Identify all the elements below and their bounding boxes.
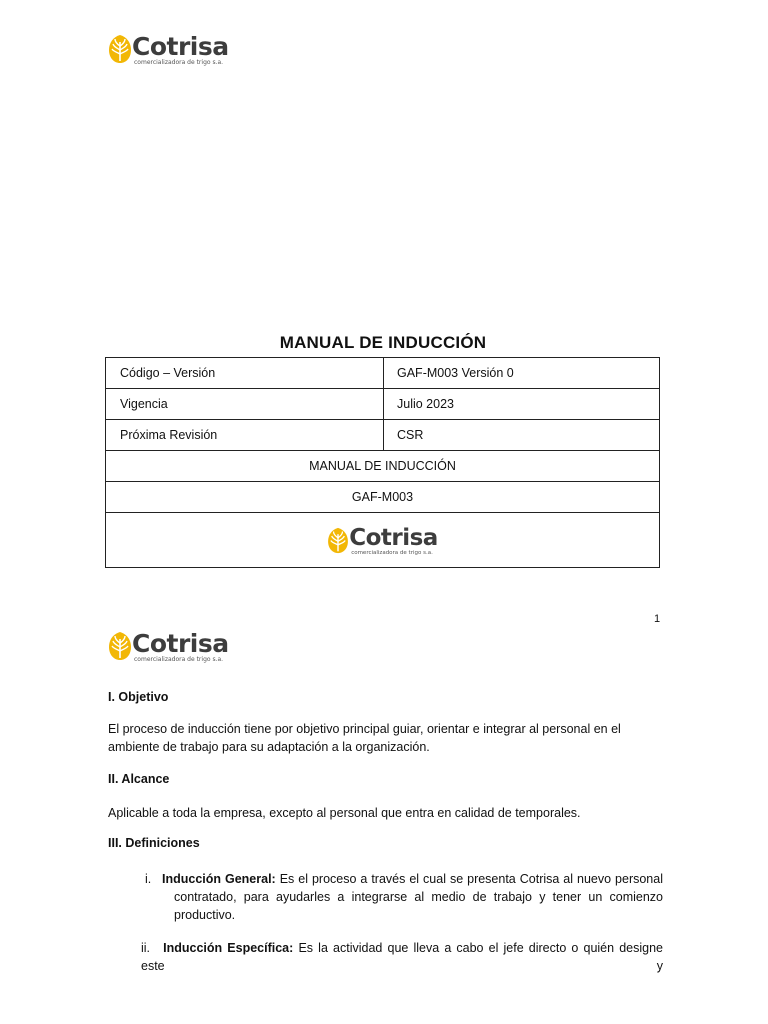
definition-term: Inducción Específica: bbox=[163, 941, 294, 955]
section-heading-objetivo: I. Objetivo bbox=[108, 690, 169, 704]
section-heading-alcance: II. Alcance bbox=[108, 772, 170, 786]
table-cell-label: Próxima Revisión bbox=[106, 420, 384, 451]
table-row bbox=[106, 420, 660, 451]
table-row bbox=[106, 389, 660, 420]
table-row bbox=[106, 451, 660, 482]
table-cell-value: Julio 2023 bbox=[384, 389, 660, 420]
logo-tagline: comercializadora de trigo s.a. bbox=[351, 550, 433, 556]
definition-number: ii. bbox=[141, 941, 151, 955]
logo-wordmark: Cotrisa bbox=[132, 629, 229, 658]
table-doc-name: MANUAL DE INDUCCIÓN bbox=[106, 451, 660, 482]
definition-number: i. bbox=[145, 872, 152, 886]
table-cell-value: GAF-M003 Versión 0 bbox=[384, 358, 660, 389]
definition-text: Es el proceso a través el cual se presenta Cotrisa al nuevo personal bbox=[279, 872, 663, 886]
section-heading-definiciones: III. Definiciones bbox=[108, 836, 200, 850]
table-doc-code: GAF-M003 bbox=[106, 482, 660, 513]
document-title: MANUAL DE INDUCCIÓN bbox=[279, 333, 487, 352]
company-logo bbox=[327, 527, 438, 557]
company-logo bbox=[108, 34, 229, 66]
wheat-icon bbox=[108, 631, 132, 661]
logo-tagline: comercializadora de trigo s.a. bbox=[134, 656, 224, 663]
table-row bbox=[106, 513, 660, 568]
definition-text-continued: contratado, para ayudarles a integrarse al medio de trabajo y tener un comienzo productivo. bbox=[174, 890, 663, 922]
table-row bbox=[106, 358, 660, 389]
definition-text: Es la actividad que lleva a cabo el jefe directo o quién designe este y bbox=[141, 941, 663, 973]
document-info-table bbox=[105, 357, 660, 568]
wheat-icon bbox=[327, 527, 349, 554]
table-row bbox=[106, 482, 660, 513]
table-cell-label: Vigencia bbox=[106, 389, 384, 420]
section-text-alcance: Aplicable a toda la empresa, excepto al personal que entra en calidad de temporales. bbox=[108, 806, 581, 820]
wheat-icon bbox=[108, 34, 132, 64]
logo-wordmark: Cotrisa bbox=[132, 32, 229, 61]
table-logo-cell bbox=[106, 513, 660, 568]
table-cell-label: Código – Versión bbox=[106, 358, 384, 389]
logo-wordmark: Cotrisa bbox=[349, 525, 438, 551]
section-text-objetivo: El proceso de inducción tiene por objetivo principal guiar, orientar e integrar al personal en el ambiente de trabajo para su adaptación a la organización. bbox=[108, 722, 621, 754]
table-cell-value: CSR bbox=[384, 420, 660, 451]
logo-tagline: comercializadora de trigo s.a. bbox=[134, 59, 224, 66]
definition-item bbox=[141, 939, 663, 975]
definition-term: Inducción General: bbox=[161, 872, 276, 886]
company-logo bbox=[108, 631, 229, 663]
definition-item bbox=[145, 870, 663, 924]
page-number: 1 bbox=[654, 613, 661, 625]
